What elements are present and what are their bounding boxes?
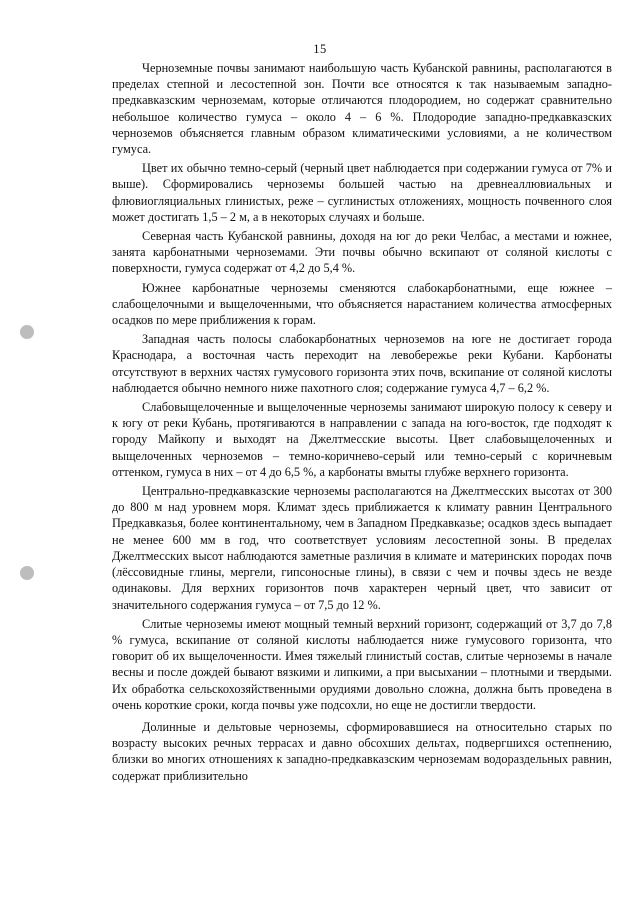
- punch-hole-mark: [20, 566, 34, 580]
- page-body: [112, 60, 612, 787]
- paragraph-leached-chernozems: Слабовыщелоченные и выщелоченные черноземы занимают широкую полосу к северу и к югу от реки Кубань, протягиваются в направлении с запада на юго-восток, где подходят к городу Майкопу и выходят на Джелтмесские высоты. Цвет слабовыщелоченных и выщелоченных черноземов – темно-коричнево-серый или темно-серый с коричневым оттенком, гумуса в них – от 4 до 6,5 %, а карбонаты вмыты глубже верхнего горизонта.: [112, 400, 612, 479]
- paragraph-color-and-depth: Цвет их обычно темно-серый (черный цвет наблюдается при содержании гумуса от 7% и выше). Сформировались черноземы большей частью на древнеаллювиальных и флювиогляциальных глинистых, реже – суглинистых отложениях, мощность почвенного слоя может достигать 1,5 – 2 м, а в некоторых случаях и больше.: [112, 161, 612, 224]
- paragraph-chernozem-overview: Черноземные почвы занимают наибольшую часть Кубанской равнины, располагаются в пределах степной и лесостепной зон. Почти все относятся к так называемым западно-предкавказским черноземам, которые отличаются плодородием, но содержат сравнительно небольшое количество гумуса – около 4 – 6 %. Плодородие западно-предкавказских черноземов объясняется главным образом климатическими условиями, а не количеством гумуса.: [112, 61, 612, 157]
- paragraph-compact-chernozems: Слитые черноземы имеют мощный темный верхний горизонт, содержащий от 3,7 до 7,8 % гумуса, вскипание от соляной кислоты наблюдается ниже гумусового горизонта, что говорит об их выщелоченности. Имея тяжелый глинистый состав, слитые черноземы в начале весны и после дождей бывают вязкими и липкими, а при высыхании – плотными и твердыми. Их обработка сельскохозяйственными орудиями довольно сложна, должна быть проведена в очень короткие сроки, когда почвы уже подсохли, но еще не достигли твердости.: [112, 616, 612, 712]
- paragraph-northern-carbonate: Северная часть Кубанской равнины, доходя на юг до реки Челбас, а местами и южнее, занята карбонатными черноземами. Эти почвы обычно вскипают от соляной кислоты с поверхности, гумуса содержат от 4,2 до 5,4 %.: [112, 229, 612, 276]
- punch-hole-mark: [20, 325, 34, 339]
- page-number: 15: [313, 42, 327, 56]
- paragraph-valley-delta: Долинные и дельтовые черноземы, сформировавшиеся на относительно старых по возрасту высоких речных террасах и давно обсохших дельтах, подвергшихся остепнению, близки во многих отношениях к западно-предкавказским черноземам водораздельных равнин, содержат приблизительно: [112, 719, 612, 783]
- paragraph-central-ciscaucasian: Центрально-предкавказские черноземы располагаются на Джелтмесских высотах от 300 до 800 м над уровнем моря. Климат здесь приближается к климату равнин Центрального Предкавказья, более континентальному, чем в Западном Предкавказье; осадков здесь выпадает не менее 600 мм в год, что соответствует условиям лесостепной зоны. В пределах Джелтмесских высот наблюдаются заметные различия в климате и материнских породах почв (лёссовидные глины, мергели, гипсоносные глины), в связи с чем и почвы здесь не везде одинаковы. Для верхних горизонтов почв характерен черный цвет, что зависит от значительного содержания гумуса – от 7,5 до 12 %.: [112, 484, 612, 612]
- paragraph-southern-transition: Южнее карбонатные черноземы сменяются слабокарбонатными, еще южнее – слабощелочными и выщелоченными, что объясняется нарастанием количества атмосферных осадков по мере приближения к горам.: [112, 280, 612, 328]
- paragraph-western-belt: Западная часть полосы слабокарбонатных черноземов на юге не достигает города Краснодара, а восточная часть переходит на левобережье реки Кубани. Карбонаты отсутствуют в верхних частях гумусового горизонта этих почв, вскипание от соляной кислоты наблюдается обычно немного ниже пахотного слоя; содержание гумуса 4,7 – 6,2 %.: [112, 332, 612, 395]
